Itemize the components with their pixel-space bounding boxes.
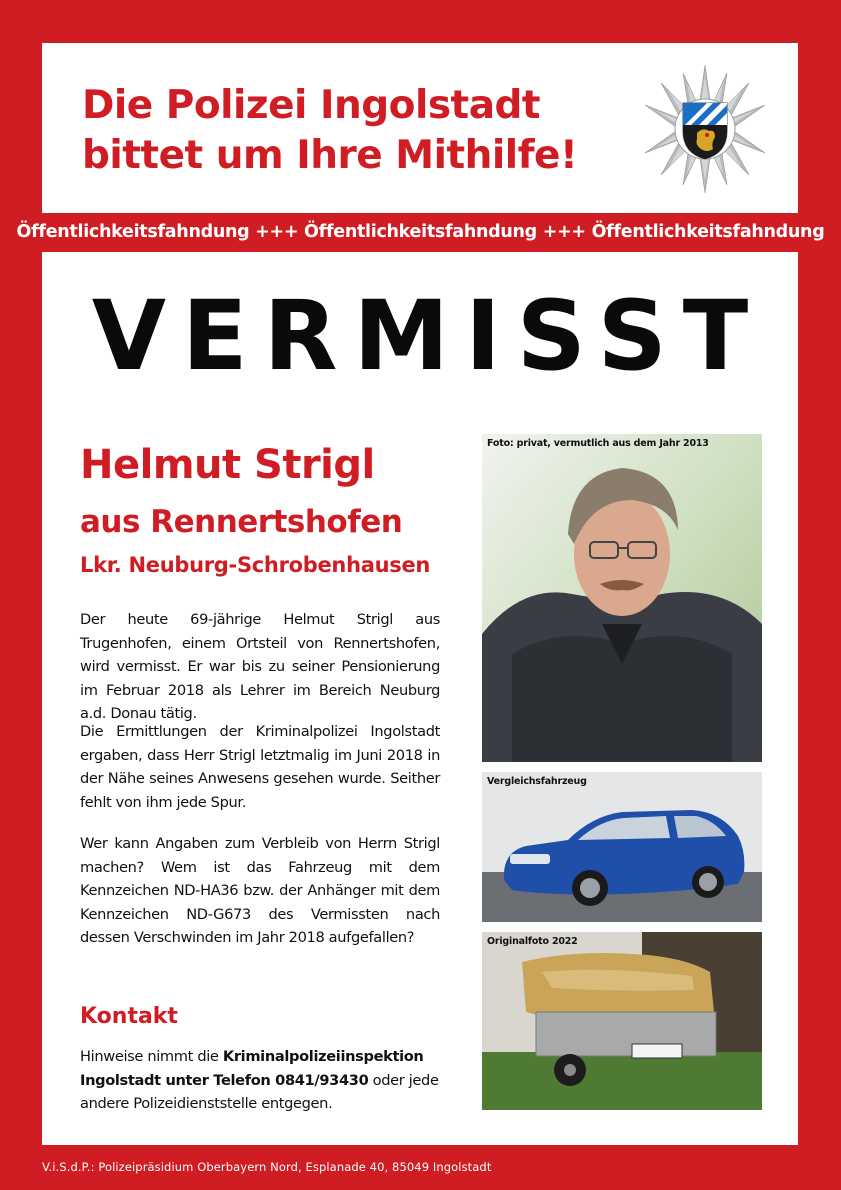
car-image	[482, 772, 762, 922]
main-panel	[42, 252, 798, 1145]
car-photo-caption: Vergleichsfahrzeug	[487, 776, 587, 787]
contact-title: Kontakt	[80, 1004, 178, 1029]
headline	[82, 81, 577, 181]
contact-text-prefix: Hinweise nimmt die	[80, 1048, 223, 1065]
trailer-photo-caption: Originalfoto 2022	[487, 936, 578, 947]
person-portrait-image	[482, 434, 762, 762]
footer-imprint: V.i.S.d.P.: Polizeipräsidium Oberbayern Nord, Esplanade 40, 85049 Ingolstadt	[42, 1160, 492, 1174]
headline-line-1: Die Polizei Ingolstadt	[82, 83, 541, 128]
person-photo-caption: Foto: privat, vermutlich aus dem Jahr 2013	[487, 438, 709, 449]
trailer-image	[482, 932, 762, 1110]
description-paragraph-2: Die Ermittlungen der Kriminalpolizei Ingolstadt ergaben, dass Herr Strigl letztmalig im Juni 2018 in der Nähe seines Anwesens gesehen wurde. Seither fehlt von ihm jede Spur.	[80, 723, 440, 811]
contact-text-bold: Kriminalpolizeiinspektion Ingolstadt unter Telefon 0841/93430	[80, 1048, 424, 1089]
description-paragraph-3: Wer kann Angaben zum Verbleib von Herrn Strigl machen? Wem ist das Fahrzeug mit dem Kennzeichen ND-HA36 bzw. der Anhänger mit dem Kennzeichen ND-G673 des Vermissten nach dessen Verschwinden im Jahr 2018 aufgefallen?	[80, 835, 440, 946]
contact-text	[80, 1045, 450, 1116]
missing-person-origin: aus Rennertshofen	[80, 504, 403, 540]
missing-person-photo	[482, 434, 762, 762]
search-banner: Öffentlichkeitsfahndung +++ Öffentlichkeitsfahndung +++ Öffentlichkeitsfahndung	[16, 222, 825, 242]
missing-person-district: Lkr. Neuburg-Schrobenhausen	[80, 553, 431, 577]
header-panel	[42, 43, 798, 213]
description-paragraph-1: Der heute 69-jährige Helmut Strigl aus Trugenhofen, einem Ortsteil von Rennertshofen, wird vermisst. Er war bis zu seiner Pensionierung im Februar 2018 als Lehrer im Bereich Neuburg a.d. Donau tätig.	[80, 611, 440, 722]
headline-line-2: bittet um Ihre Mithilfe!	[82, 133, 578, 178]
missing-person-name: Helmut Strigl	[80, 442, 375, 488]
contact-text-suffix: oder jede andere Polizeidienststelle entgegen.	[80, 1071, 439, 1112]
police-star-icon	[638, 63, 772, 195]
comparison-car-photo	[482, 772, 762, 922]
trailer-photo	[482, 932, 762, 1110]
missing-title: VERMISST	[91, 280, 765, 392]
